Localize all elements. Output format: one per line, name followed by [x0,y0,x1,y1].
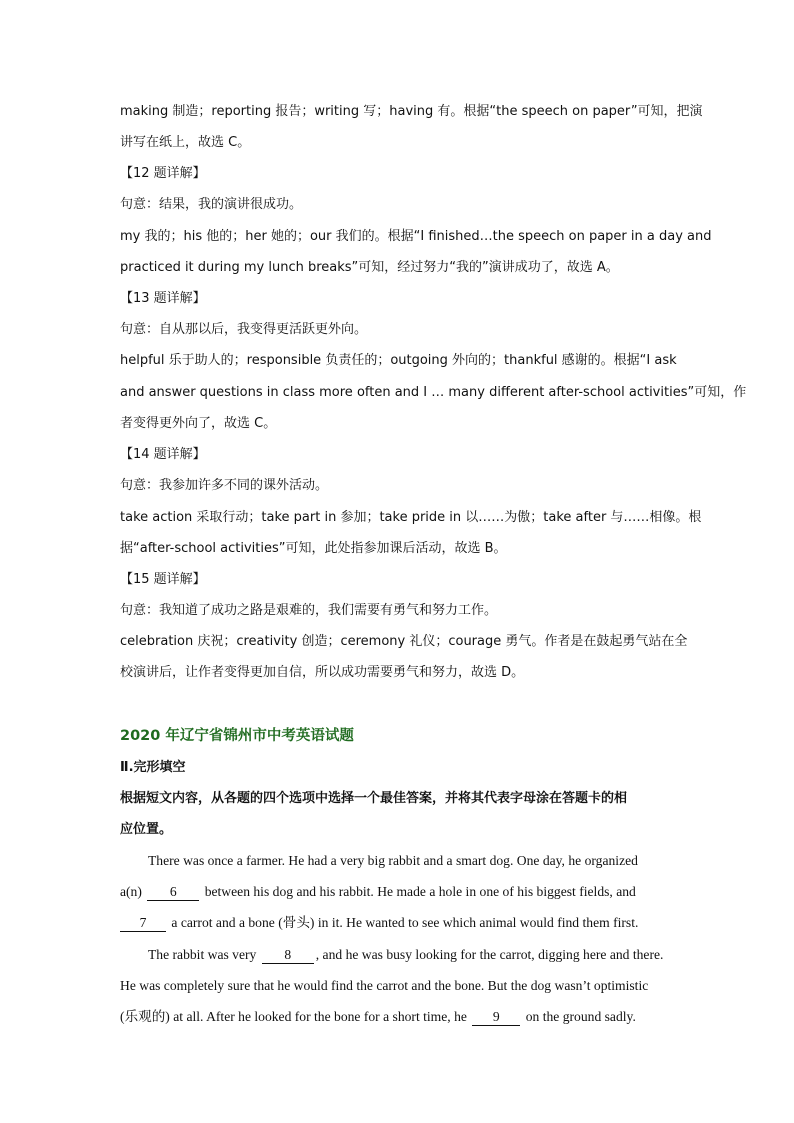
instructions: 根据短文内容，从各题的四个选项中选择一个最佳答案，并将其代表字母涂在答题卡的相 [120,791,628,806]
analysis-line: and answer questions in class more often and I … many different after-school activities”可知，作 [120,385,747,400]
passage-line [120,1007,636,1027]
passage-line: He was completely sure that he would find the carrot and the bone. But the dog wasn’t optimistic [120,978,649,993]
passage-line: There was once a farmer. He had a very big rabbit and a smart dog. One day, he organized [148,853,638,868]
blank-9[interactable]: 9 [472,1009,520,1026]
analysis-line: 讲写在纸上，故选 C。 [120,135,251,150]
analysis-line: celebration 庆祝；creativity 创造；ceremony 礼仪；courage 勇气。作者是在鼓起勇气站在全 [120,634,688,649]
passage-line [120,882,636,902]
question-heading-15: 【15 题详解】 [120,572,206,587]
passage-text: a(n) [120,884,142,899]
sentence-meaning: 句意：我参加许多不同的课外活动。 [120,478,329,493]
instructions: 应位置。 [120,822,173,837]
analysis-line: 者变得更外向了，故选 C。 [120,416,277,431]
sentence-meaning: 句意：结果，我的演讲很成功。 [120,197,303,212]
analysis-line: 据“after-school activities”可知，此处指参加课后活动，故选 B。 [120,541,507,556]
analysis-line: practiced it during my lunch breaks”可知，经过努力“我的”演讲成功了，故选 A。 [120,260,619,275]
question-heading-13: 【13 题详解】 [120,291,206,306]
passage-line [148,945,663,965]
blank-6[interactable]: 6 [147,884,199,901]
analysis-line: making 制造；reporting 报告；writing 写；having 有。根据“the speech on paper”可知，把演 [120,104,703,119]
analysis-line: 校演讲后，让作者变得更加自信，所以成功需要勇气和努力，故选 D。 [120,665,525,680]
question-heading-14: 【14 题详解】 [120,447,206,462]
blank-8[interactable]: 8 [262,947,314,964]
passage-text: The rabbit was very [148,947,257,962]
passage-text: on the ground sadly. [525,1009,636,1024]
analysis-line: my 我的；his 他的；her 她的；our 我们的。根据“I finished…the speech on paper in a day and [120,229,712,244]
passage-text: , and he was busy looking for the carrot, digging here and there. [315,947,664,962]
sentence-meaning: 句意：自从那以后，我变得更活跃更外向。 [120,322,368,337]
sentence-meaning: 句意：我知道了成功之路是艰难的，我们需要有勇气和努力工作。 [120,603,498,618]
analysis-line: helpful 乐于助人的；responsible 负责任的；outgoing 外向的；thankful 感谢的。根据“I ask [120,353,677,368]
section-title: 2020 年辽宁省锦州市中考英语试题 [120,728,354,744]
analysis-line: take action 采取行动；take part in 参加；take pride in 以……为傲；take after 与……相像。根 [120,510,702,525]
passage-text: (乐观的) at all. After he looked for the bone for a short time, he [120,1009,467,1024]
passage-text: a carrot and a bone (骨头) in it. He wanted to see which animal would find them first. [171,915,639,930]
passage-text: between his dog and his rabbit. He made a hole in one of his biggest fields, and [204,884,636,899]
passage-line [120,913,638,933]
blank-7[interactable]: 7 [120,915,166,932]
question-heading-12: 【12 题详解】 [120,166,206,181]
part-heading: Ⅱ.完形填空 [120,760,186,775]
